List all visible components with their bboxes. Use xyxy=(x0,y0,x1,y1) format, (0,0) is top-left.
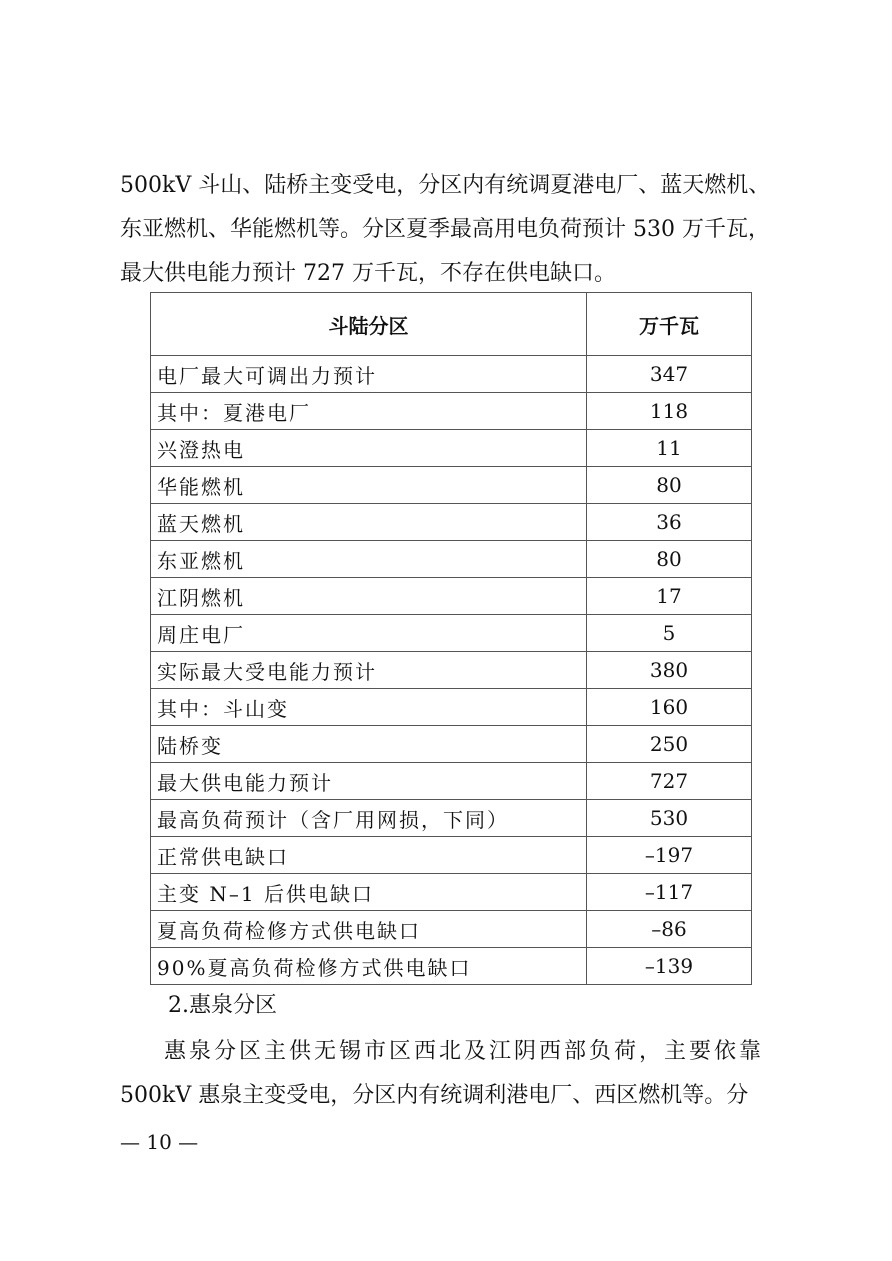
row-value: 160 xyxy=(587,689,752,726)
table-row xyxy=(151,948,752,985)
row-value: –197 xyxy=(587,837,752,874)
table-row xyxy=(151,541,752,578)
table-row xyxy=(151,874,752,911)
row-value: 380 xyxy=(587,652,752,689)
row-label: 最大供电能力预计 xyxy=(151,763,587,800)
row-label: 其中：斗山变 xyxy=(151,689,587,726)
row-value: 80 xyxy=(587,467,752,504)
row-value: 5 xyxy=(587,615,752,652)
row-label: 周庄电厂 xyxy=(151,615,587,652)
page-number: — 10 — xyxy=(120,1130,199,1154)
row-label: 最高负荷预计（含厂用网损，下同） xyxy=(151,800,587,837)
row-label: 陆桥变 xyxy=(151,726,587,763)
table-row xyxy=(151,763,752,800)
table-row xyxy=(151,430,752,467)
header-unit: 万千瓦 xyxy=(587,293,752,356)
load-capacity-table-container xyxy=(150,292,752,985)
load-capacity-table xyxy=(150,292,752,985)
row-value: 727 xyxy=(587,763,752,800)
intro-paragraph xyxy=(120,164,784,296)
row-value: –139 xyxy=(587,948,752,985)
row-value: 17 xyxy=(587,578,752,615)
row-value: –86 xyxy=(587,911,752,948)
row-label: 电厂最大可调出力预计 xyxy=(151,356,587,393)
header-district: 斗陆分区 xyxy=(151,293,587,356)
row-label: 90%夏高负荷检修方式供电缺口 xyxy=(151,948,587,985)
table-row xyxy=(151,911,752,948)
table-header-row xyxy=(151,293,752,356)
body-paragraph xyxy=(120,1030,784,1118)
row-value: 118 xyxy=(587,393,752,430)
table-row xyxy=(151,615,752,652)
row-label: 兴澄热电 xyxy=(151,430,587,467)
table-row xyxy=(151,578,752,615)
row-value: 80 xyxy=(587,541,752,578)
table-row xyxy=(151,837,752,874)
row-label: 夏高负荷检修方式供电缺口 xyxy=(151,911,587,948)
intro-line-3: 最大供电能力预计 727 万千瓦，不存在供电缺口。 xyxy=(120,261,616,286)
row-label: 江阴燃机 xyxy=(151,578,587,615)
table-row xyxy=(151,800,752,837)
table-row xyxy=(151,726,752,763)
body-line-2: 500kV 惠泉主变受电，分区内有统调利港电厂、西区燃机等。分 xyxy=(120,1083,749,1108)
row-value: 36 xyxy=(587,504,752,541)
table-row xyxy=(151,467,752,504)
row-value: 347 xyxy=(587,356,752,393)
table-row xyxy=(151,504,752,541)
table-row xyxy=(151,356,752,393)
table-row xyxy=(151,689,752,726)
intro-line-1: 500kV 斗山、陆桥主变受电，分区内有统调夏港电厂、蓝天燃机、 xyxy=(120,173,771,198)
row-label: 华能燃机 xyxy=(151,467,587,504)
row-label: 其中：夏港电厂 xyxy=(151,393,587,430)
row-label: 实际最大受电能力预计 xyxy=(151,652,587,689)
body-line-1: 惠泉分区主供无锡市区西北及江阴西部负荷，主要依靠 xyxy=(164,1039,765,1064)
table-row xyxy=(151,652,752,689)
section-heading: 2.惠泉分区 xyxy=(168,993,277,1018)
row-value: 530 xyxy=(587,800,752,837)
row-label: 主变 N–1 后供电缺口 xyxy=(151,874,587,911)
row-label: 东亚燃机 xyxy=(151,541,587,578)
row-label: 蓝天燃机 xyxy=(151,504,587,541)
row-label: 正常供电缺口 xyxy=(151,837,587,874)
intro-line-2: 东亚燃机、华能燃机等。分区夏季最高用电负荷预计 530 万千瓦， xyxy=(120,217,770,242)
table-row xyxy=(151,393,752,430)
row-value: 11 xyxy=(587,430,752,467)
row-value: –117 xyxy=(587,874,752,911)
row-value: 250 xyxy=(587,726,752,763)
